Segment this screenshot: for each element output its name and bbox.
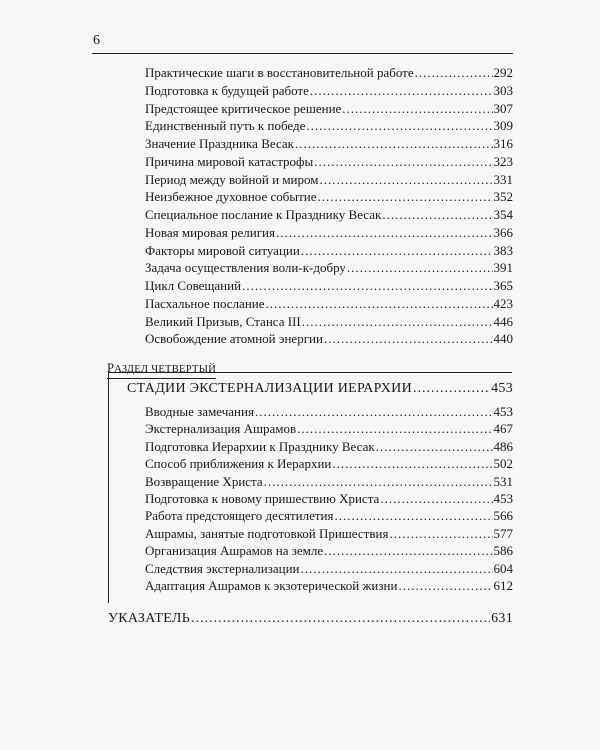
toc-entry bbox=[145, 542, 513, 559]
toc-entry-page: 502 bbox=[493, 456, 513, 472]
dot-leader bbox=[413, 380, 490, 397]
toc-entry bbox=[145, 313, 513, 330]
toc-entry bbox=[145, 153, 513, 170]
toc-entry-page: 467 bbox=[493, 421, 513, 437]
toc-entry bbox=[145, 135, 513, 152]
toc-entry-title: Следствия экстернализации bbox=[145, 560, 300, 576]
toc-entry-page: 307 bbox=[493, 100, 513, 116]
dot-leader bbox=[191, 610, 490, 627]
toc-entry-page: 586 bbox=[493, 543, 513, 559]
dot-leader bbox=[242, 277, 492, 294]
section-title-row bbox=[127, 380, 513, 397]
dot-leader bbox=[324, 542, 492, 559]
toc-entry bbox=[145, 420, 513, 437]
section-label-rest: АЗДЕЛ ЧЕТВЕРТЫЙ bbox=[114, 364, 217, 375]
toc-entry bbox=[145, 82, 513, 99]
dot-leader bbox=[276, 224, 493, 241]
toc-entry bbox=[145, 455, 513, 472]
toc-entry-title: Экстернализация Ашрамов bbox=[145, 421, 297, 437]
toc-entry-title: Ашрамы, занятые подготовкой Пришествия bbox=[145, 525, 389, 541]
dot-leader bbox=[297, 420, 492, 437]
toc-entry bbox=[145, 242, 513, 259]
toc-entry-title: Пасхальное послание bbox=[145, 295, 265, 311]
toc-entry-title: Возвращение Христа bbox=[145, 473, 263, 489]
toc-entry-title: Практические шаги в восстановительной работе bbox=[145, 65, 414, 80]
index-row bbox=[108, 610, 513, 627]
dot-leader bbox=[310, 82, 493, 99]
dot-leader bbox=[255, 403, 493, 420]
toc-entry-page: 446 bbox=[493, 313, 513, 329]
toc-entry-title: Адаптация Ашрамов к экзотерической жизни bbox=[145, 578, 398, 593]
toc-entry bbox=[145, 295, 513, 312]
toc-entry-title: Подготовка к будущей работе bbox=[145, 82, 309, 98]
toc-entry-page: 486 bbox=[493, 438, 513, 454]
toc-entry-page: 453 bbox=[493, 404, 513, 419]
dot-leader bbox=[314, 153, 492, 170]
toc-entry-title: Работа предстоящего десятилетия bbox=[145, 508, 334, 524]
toc-entry bbox=[145, 188, 513, 205]
toc-entry bbox=[145, 525, 513, 542]
toc-entry bbox=[145, 100, 513, 117]
toc-entry bbox=[145, 277, 513, 294]
toc-entry bbox=[145, 507, 513, 524]
section-title: СТАДИИ ЭКСТЕРНАЛИЗАЦИИ ИЕРАРХИИ bbox=[127, 381, 413, 396]
toc-entry-page: 316 bbox=[493, 136, 513, 151]
toc-entry bbox=[145, 473, 513, 490]
dot-leader bbox=[320, 171, 493, 188]
toc-entry bbox=[145, 259, 513, 276]
toc-entry-page: 292 bbox=[493, 65, 513, 80]
toc-entry-title: Новая мировая религия bbox=[145, 224, 275, 240]
dot-leader bbox=[342, 100, 492, 117]
dot-leader bbox=[306, 117, 492, 134]
toc-entry-page: 440 bbox=[493, 331, 513, 347]
dot-leader bbox=[324, 330, 493, 347]
toc-entry-title: Подготовка Иерархии к Празднику Весак bbox=[145, 438, 375, 454]
dot-leader bbox=[380, 490, 492, 507]
toc-entry-page: 612 bbox=[493, 578, 513, 593]
toc-entry-title: Значение Праздника Весак bbox=[145, 136, 294, 151]
toc-entry bbox=[145, 490, 513, 507]
toc-entry-title: Причина мировой катастрофы bbox=[145, 153, 314, 169]
toc-entry-title: Организация Ашрамов на земле bbox=[145, 543, 324, 559]
index-title: УКАЗАТЕЛЬ bbox=[108, 611, 191, 626]
toc-entry bbox=[145, 117, 513, 134]
toc-entry-page: 354 bbox=[493, 207, 513, 222]
dot-leader bbox=[266, 295, 493, 312]
dot-leader bbox=[389, 525, 492, 542]
toc-entry-page: 566 bbox=[493, 508, 513, 524]
toc-entry-page: 383 bbox=[493, 242, 513, 258]
header-rule bbox=[92, 53, 513, 54]
toc-entry-page: 331 bbox=[493, 171, 513, 187]
toc-entry bbox=[145, 171, 513, 188]
dot-leader bbox=[301, 560, 493, 577]
toc-entry-title: Цикл Совещаний bbox=[145, 278, 242, 293]
toc-entry-page: 577 bbox=[493, 525, 513, 541]
dot-leader bbox=[398, 577, 492, 594]
section-title-page: 453 bbox=[491, 381, 513, 396]
toc-entry bbox=[145, 206, 513, 223]
toc-entry-page: 531 bbox=[493, 473, 513, 489]
page-number: 6 bbox=[93, 33, 100, 48]
toc-entry-page: 453 bbox=[493, 491, 513, 506]
dot-leader bbox=[264, 473, 493, 490]
dot-leader bbox=[382, 206, 492, 223]
toc-entry-page: 323 bbox=[493, 153, 513, 169]
toc-entry-title: Подготовка к новому пришествию Христа bbox=[145, 491, 380, 506]
toc-entry-title: Способ приближения к Иерархии bbox=[145, 456, 332, 472]
toc-entry-title: Неизбежное духовное событие bbox=[145, 189, 317, 205]
toc-entry bbox=[145, 438, 513, 455]
toc-entry bbox=[145, 224, 513, 241]
toc-entry-page: 423 bbox=[493, 295, 513, 311]
dot-leader bbox=[302, 313, 493, 330]
dot-leader bbox=[332, 455, 492, 472]
toc-entry bbox=[145, 330, 513, 347]
toc-entry-title: Освобождение атомной энергии bbox=[145, 331, 323, 347]
toc-entry bbox=[145, 64, 513, 81]
dot-leader bbox=[318, 188, 493, 205]
toc-entry bbox=[145, 577, 513, 594]
toc-entry-page: 309 bbox=[493, 118, 513, 134]
section-label-initial: Р bbox=[107, 361, 115, 375]
toc-entry-title: Задача осуществления воли-к-добру bbox=[145, 260, 346, 276]
dot-leader bbox=[415, 64, 493, 81]
toc-entry-page: 352 bbox=[493, 189, 513, 205]
toc-entry-title: Великий Призыв, Станса III bbox=[145, 313, 301, 329]
dot-leader bbox=[295, 135, 493, 152]
index-page: 631 bbox=[491, 611, 513, 626]
dot-leader bbox=[335, 507, 493, 524]
dot-leader bbox=[301, 242, 493, 259]
toc-entry-page: 391 bbox=[493, 260, 513, 276]
toc-entry-title: Период между войной и миром bbox=[145, 171, 319, 187]
toc-entry bbox=[145, 560, 513, 577]
dot-leader bbox=[347, 259, 493, 276]
toc-entry-page: 604 bbox=[493, 560, 513, 576]
toc-entry bbox=[145, 403, 513, 420]
toc-entry-title: Факторы мировой ситуации bbox=[145, 242, 300, 258]
toc-entry-page: 366 bbox=[493, 224, 513, 240]
toc-entry-title: Специальное послание к Празднику Весак bbox=[145, 207, 382, 222]
toc-entry-title: Единственный путь к победе bbox=[145, 118, 306, 134]
toc-entry-title: Предстоящее критическое решение bbox=[145, 100, 342, 116]
toc-entry-title: Вводные замечания bbox=[145, 404, 254, 419]
toc-entry-page: 365 bbox=[493, 278, 513, 293]
dot-leader bbox=[376, 438, 493, 455]
toc-entry-page: 303 bbox=[493, 82, 513, 98]
